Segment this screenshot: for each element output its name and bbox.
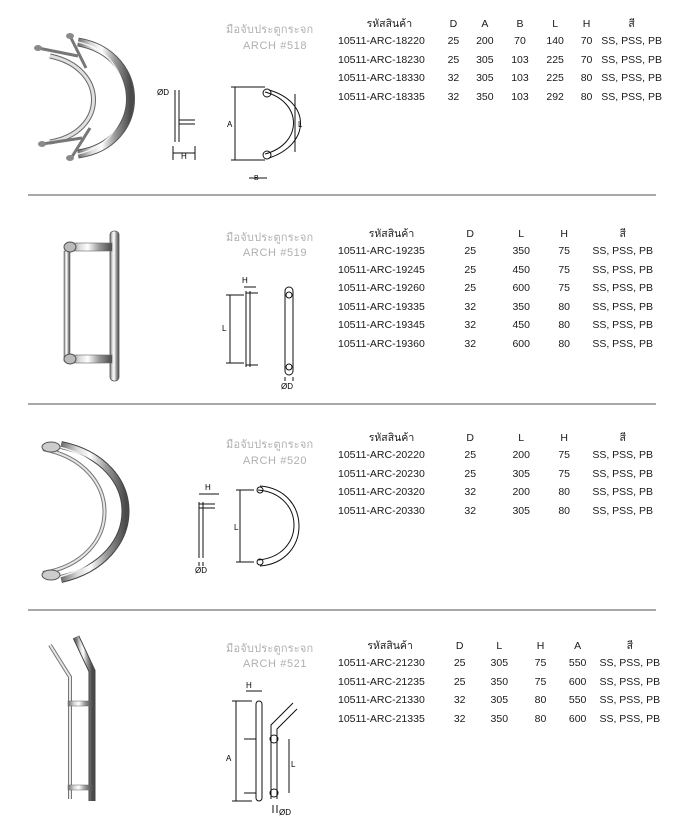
table-cell: SS, PSS, PB — [601, 35, 662, 48]
table-cell: 70 — [580, 53, 593, 66]
column-header-product-code: รหัสสินค้า — [368, 228, 415, 240]
table-cell: 25 — [464, 263, 477, 276]
table-row — [338, 242, 664, 261]
dim-label-d: ØD — [281, 382, 293, 391]
table-cell: 75 — [534, 657, 547, 670]
table-header-row — [338, 429, 664, 446]
table-cell: SS, PSS, PB — [599, 712, 661, 725]
table-cell: SS, PSS, PB — [592, 486, 654, 499]
column-header: D — [466, 431, 474, 444]
table-cell: 103 — [511, 90, 529, 103]
table-cell: 25 — [464, 282, 477, 295]
table-header-row — [338, 225, 664, 242]
column-header: L — [496, 639, 503, 652]
column-header: H — [560, 227, 568, 240]
table-cell: SS, PSS, PB — [592, 319, 654, 332]
product-code-cell: 10511-ARC-20320 — [338, 486, 425, 499]
product-code-cell: 10511-ARC-20230 — [338, 467, 425, 480]
table-cell: SS, PSS, PB — [592, 282, 654, 295]
column-header: สี — [626, 640, 634, 652]
table-cell: 600 — [568, 712, 587, 725]
table-cell: 32 — [464, 504, 477, 517]
table-cell: SS, PSS, PB — [592, 504, 654, 517]
column-header: สี — [619, 228, 626, 240]
spec-table-521 — [338, 637, 664, 728]
column-header: สี — [619, 432, 626, 444]
table-row — [338, 710, 664, 729]
column-header: L — [552, 17, 559, 30]
column-header: H — [582, 17, 591, 30]
column-header: B — [516, 17, 524, 30]
table-cell: 75 — [558, 245, 571, 258]
product-code-cell: 10511-ARC-18220 — [338, 35, 425, 48]
column-header: L — [518, 431, 525, 444]
dim-label-a: A — [227, 120, 233, 129]
table-cell: 305 — [490, 694, 509, 707]
table-cell: 70 — [514, 35, 526, 48]
table-row — [338, 51, 664, 70]
table-row — [338, 654, 664, 673]
dim-label-a: A — [226, 754, 232, 763]
table-row — [338, 446, 664, 465]
table-cell: 103 — [511, 72, 529, 85]
table-row — [338, 483, 664, 502]
column-header: H — [536, 639, 545, 652]
dim-label-l: L — [234, 523, 239, 532]
table-cell: SS, PSS, PB — [601, 53, 662, 66]
product-code-cell: 10511-ARC-21335 — [338, 712, 425, 725]
table-cell: 80 — [534, 694, 547, 707]
table-cell: 600 — [568, 675, 587, 688]
front-drawing-518 — [225, 82, 310, 182]
table-cell: 305 — [512, 504, 530, 517]
table-cell: 80 — [580, 72, 593, 85]
table-row — [338, 32, 664, 51]
table-cell: SS, PSS, PB — [601, 90, 662, 103]
table-cell: 305 — [512, 467, 530, 480]
product-code-cell: 10511-ARC-21330 — [338, 694, 425, 707]
table-cell: 32 — [464, 300, 477, 313]
table-cell: 305 — [490, 657, 509, 670]
table-cell: 200 — [512, 486, 530, 499]
table-cell: 225 — [546, 72, 564, 85]
table-row — [338, 673, 664, 692]
table-cell: 25 — [464, 449, 477, 462]
product-photo-521 — [40, 631, 100, 806]
product-photo-519 — [50, 225, 130, 385]
table-row — [338, 316, 664, 335]
product-section-521 — [0, 611, 681, 828]
product-code-cell: 10511-ARC-19245 — [338, 263, 425, 276]
category-label: มือจับประตูกระจก — [226, 643, 314, 655]
table-cell: SS, PSS, PB — [592, 449, 654, 462]
table-cell: 600 — [512, 282, 530, 295]
table-row — [338, 261, 664, 280]
column-header: สี — [628, 18, 635, 30]
product-code-cell: 10511-ARC-20330 — [338, 504, 425, 517]
table-cell: 32 — [447, 90, 460, 103]
dim-label-b: B — [254, 175, 259, 182]
table-cell: 350 — [490, 675, 509, 688]
table-cell: 80 — [534, 712, 547, 725]
table-cell: SS, PSS, PB — [599, 694, 661, 707]
product-code-cell: 10511-ARC-20220 — [338, 449, 425, 462]
table-row — [338, 335, 664, 354]
table-header-row — [338, 15, 664, 32]
product-photo-518 — [30, 32, 140, 162]
table-cell: 32 — [464, 319, 477, 332]
product-section-520 — [0, 405, 681, 605]
table-cell: 450 — [512, 319, 530, 332]
table-cell: 550 — [568, 657, 587, 670]
table-cell: 80 — [558, 300, 571, 313]
product-section-519 — [0, 195, 681, 405]
table-row — [338, 279, 664, 298]
product-code-cell: 10511-ARC-19335 — [338, 300, 425, 313]
side-drawing-519 — [218, 275, 266, 375]
table-cell: 32 — [464, 486, 477, 499]
table-cell: 80 — [558, 504, 571, 517]
table-cell: 305 — [476, 72, 494, 85]
table-cell: 32 — [453, 712, 466, 725]
table-cell: 225 — [546, 53, 564, 66]
table-cell: 75 — [558, 282, 571, 295]
dim-label-l: L — [291, 760, 296, 769]
table-cell: 200 — [512, 449, 530, 462]
table-header-row — [338, 637, 664, 654]
table-cell: 25 — [447, 53, 460, 66]
column-header: H — [560, 431, 568, 444]
table-cell: 32 — [453, 694, 466, 707]
dim-label-h: H — [205, 483, 211, 492]
product-code-cell: 10511-ARC-21230 — [338, 657, 425, 670]
front-drawing-521 — [265, 699, 310, 819]
table-cell: SS, PSS, PB — [592, 300, 654, 313]
product-code-cell: 10511-ARC-18335 — [338, 90, 425, 103]
table-row — [338, 88, 664, 107]
dim-label-l: L — [222, 324, 227, 333]
table-cell: SS, PSS, PB — [601, 72, 662, 85]
model-label: ARCH #521 — [243, 658, 308, 670]
table-cell: 25 — [453, 675, 466, 688]
table-cell: 80 — [558, 319, 571, 332]
table-row — [338, 69, 664, 88]
front-drawing-519 — [275, 283, 305, 393]
dim-label-d: ØD — [157, 88, 169, 97]
table-cell: 450 — [512, 263, 530, 276]
dim-label-d: ØD — [195, 566, 207, 575]
table-cell: 25 — [447, 35, 460, 48]
model-label: ARCH #520 — [243, 455, 308, 467]
product-code-cell: 10511-ARC-19235 — [338, 245, 425, 258]
product-code-cell: 10511-ARC-19345 — [338, 319, 425, 332]
column-header-product-code: รหัสสินค้า — [367, 640, 413, 652]
table-cell: 550 — [568, 694, 587, 707]
table-row — [338, 298, 664, 317]
product-code-cell: 10511-ARC-21235 — [338, 675, 425, 688]
table-cell: 32 — [447, 72, 460, 85]
table-cell: SS, PSS, PB — [599, 657, 661, 670]
table-cell: 25 — [464, 467, 477, 480]
table-cell: 600 — [512, 337, 530, 350]
table-cell: 305 — [476, 53, 494, 66]
column-header: D — [455, 639, 464, 652]
side-drawing-520 — [185, 480, 225, 575]
table-cell: SS, PSS, PB — [592, 337, 654, 350]
table-cell: 75 — [534, 675, 547, 688]
table-cell: SS, PSS, PB — [592, 245, 654, 258]
category-label: มือจับประตูกระจก — [226, 439, 314, 451]
table-cell: SS, PSS, PB — [599, 675, 661, 688]
table-cell: 103 — [511, 53, 529, 66]
column-header: A — [574, 639, 582, 652]
table-cell: 75 — [558, 467, 571, 480]
table-cell: 80 — [580, 90, 593, 103]
table-cell: 80 — [558, 486, 571, 499]
table-cell: 140 — [546, 35, 564, 48]
table-cell: 292 — [546, 90, 564, 103]
dim-label-l: L — [298, 120, 303, 129]
column-header: A — [481, 17, 489, 30]
table-cell: 200 — [476, 35, 494, 48]
front-drawing-520 — [232, 480, 307, 570]
table-row — [338, 502, 664, 521]
table-cell: 350 — [512, 300, 530, 313]
table-row — [338, 691, 664, 710]
category-label: มือจับประตูกระจก — [226, 232, 314, 244]
product-code-cell: 10511-ARC-19260 — [338, 282, 425, 295]
spec-table-520 — [338, 429, 664, 520]
column-header-product-code: รหัสสินค้า — [366, 18, 413, 30]
spec-table-519 — [338, 225, 664, 353]
category-label: มือจับประตูกระจก — [226, 24, 314, 36]
model-label: ARCH #519 — [243, 247, 308, 259]
product-photo-520 — [35, 435, 130, 585]
product-code-cell: 10511-ARC-18230 — [338, 53, 425, 66]
product-code-cell: 10511-ARC-19360 — [338, 337, 425, 350]
column-header: D — [466, 227, 474, 240]
table-cell: SS, PSS, PB — [592, 467, 654, 480]
table-cell: 350 — [512, 245, 530, 258]
table-cell: 25 — [464, 245, 477, 258]
table-cell: 75 — [558, 263, 571, 276]
side-drawing-518 — [155, 80, 215, 165]
table-cell: 350 — [490, 712, 509, 725]
dim-label-h: H — [181, 152, 187, 161]
table-cell: 350 — [476, 90, 494, 103]
table-row — [338, 465, 664, 484]
table-cell: 32 — [464, 337, 477, 350]
table-cell: 70 — [580, 35, 593, 48]
dim-label-d: ØD — [279, 808, 291, 817]
table-cell: 25 — [453, 657, 466, 670]
column-header-product-code: รหัสสินค้า — [368, 432, 415, 444]
table-cell: SS, PSS, PB — [592, 263, 654, 276]
product-code-cell: 10511-ARC-18330 — [338, 72, 425, 85]
column-header: L — [518, 227, 525, 240]
model-label: ARCH #518 — [243, 40, 308, 52]
dim-label-h: H — [246, 681, 252, 690]
dim-label-h: H — [242, 276, 248, 285]
table-cell: 75 — [558, 449, 571, 462]
column-header: D — [449, 17, 458, 30]
product-section-518 — [0, 0, 681, 195]
side-drawing-521 — [222, 681, 267, 811]
spec-table-518 — [338, 15, 664, 106]
table-cell: 80 — [558, 337, 571, 350]
